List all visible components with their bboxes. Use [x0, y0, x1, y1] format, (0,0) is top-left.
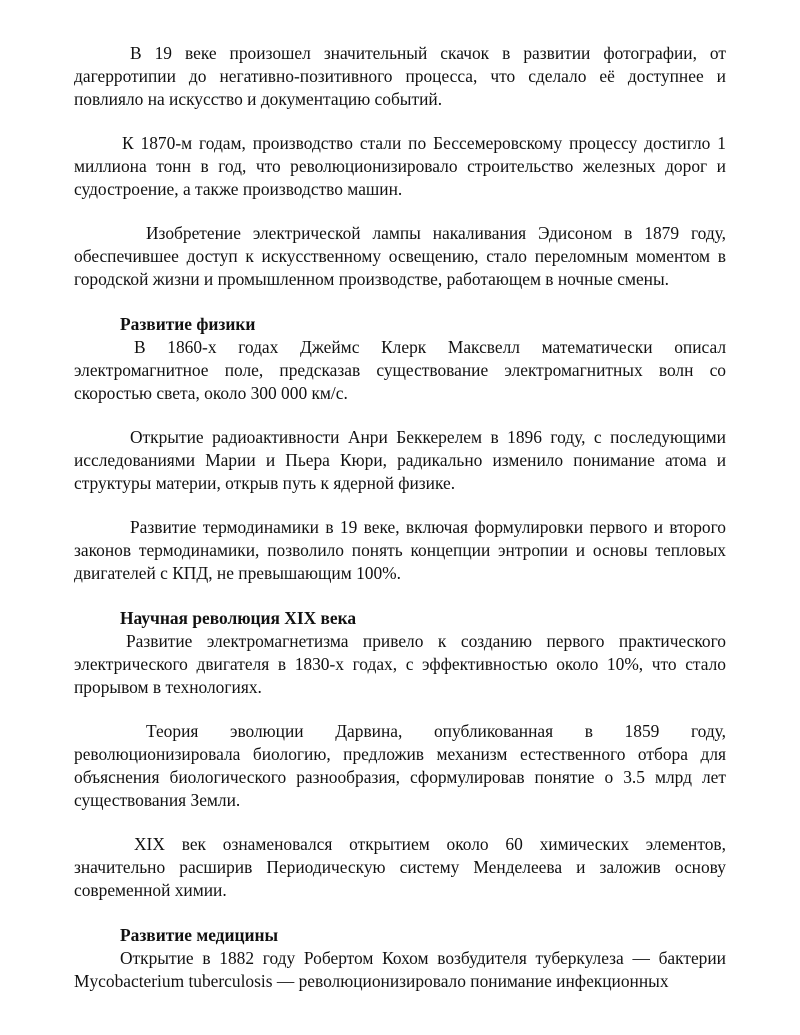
paragraph-steel-production: К 1870-м годам, производство стали по Бессемеровскому процессу достигло 1 миллиона тонн в год, что революционизировало строительство железных дорог и судостроение, а также производство машин. [74, 133, 726, 199]
paragraph-thermodynamics: Развитие термодинамики в 19 веке, включая формулировки первого и второго законов термодинамики, позволило понять концепции энтропии и основы тепловых двигателей с КПД, не превышающим 100%. [74, 517, 726, 583]
paragraph-photography: В 19 веке произошел значительный скачок в развитии фотографии, от дагерротипии до негативно-позитивного процесса, что сделало её доступнее и повлияло на искусство и документацию событий. [74, 43, 726, 109]
paragraph-darwin: Теория эволюции Дарвина, опубликованная в 1859 году, революционизировала биологию, предложив механизм естественного отбора для объяснения биологического разнообразия, сформулировав понятие о 3.5 млрд лет существования Земли. [74, 721, 726, 810]
document-page [74, 42, 726, 993]
heading-medicine: Развитие медицины [120, 925, 279, 945]
paragraph-electromagnetism: Развитие электромагнетизма привело к созданию первого практического электрического двигателя в 1830-х годах, с эффективностью около 10%, что стало прорывом в технологиях. [74, 631, 726, 697]
paragraph-chemical-elements: XIX век ознаменовался открытием около 60 химических элементов, значительно расширив Периодическую систему Менделеева и заложив основу современной химии. [74, 834, 726, 900]
paragraph-maxwell: В 1860-х годах Джеймс Клерк Максвелл математически описал электромагнитное поле, предсказав существование электромагнитных волн со скоростью света, около 300 000 км/с. [74, 337, 726, 403]
paragraph-radioactivity: Открытие радиоактивности Анри Беккерелем в 1896 году, с последующими исследованиями Марии и Пьера Кюри, радикально изменило понимание атома и структуры материи, открыв путь к ядерной физике. [74, 427, 726, 493]
paragraph-electric-lamp: Изобретение электрической лампы накаливания Эдисоном в 1879 году, обеспечившее доступ к искусственному освещению, стало переломным моментом в городской жизни и промышленном производстве, работающем в ночные смены. [74, 223, 726, 289]
paragraph-koch: Открытие в 1882 году Робертом Кохом возбудителя туберкулеза — бактерии Mycobacterium tuberculosis — революционизировало понимание инфекционных [74, 948, 726, 991]
heading-scientific-revolution: Научная революция XIX века [120, 608, 357, 628]
heading-physics: Развитие физики [120, 314, 256, 334]
